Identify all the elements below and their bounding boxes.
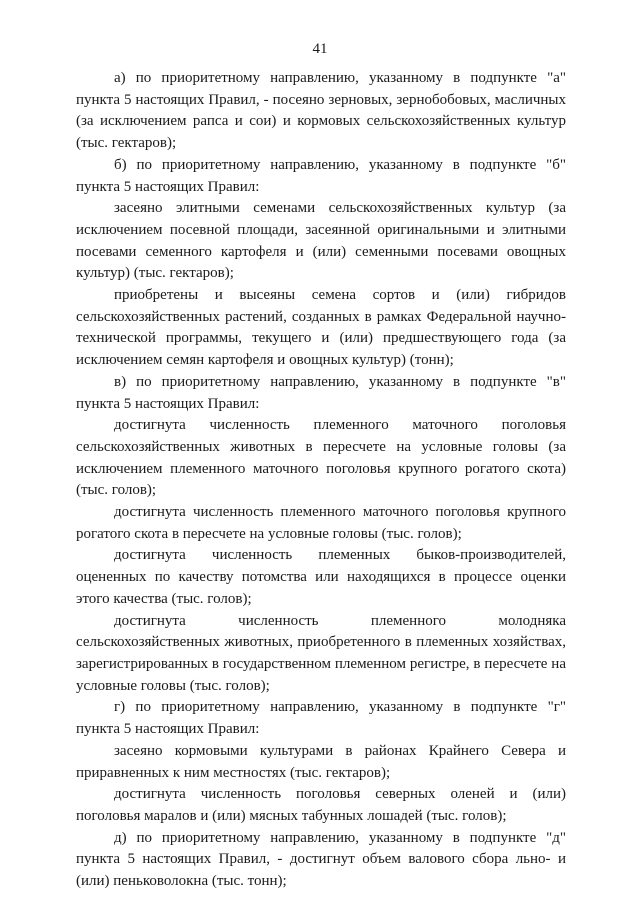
paragraph-v-breeding-bulls: достигнута численность племенных быков-производителей, оцененных по качеству потомства или находящихся в процессе оценки этого качества (тыс. голов); <box>76 547 566 607</box>
paragraph-b-elite-seeds: засеяно элитными семенами сельскохозяйственных культур (за исключением посевной площади, засеянной оригинальными и элитными посевами семенного картофеля и (или) семенными посевами овощных культур) (тыс. гектаров); <box>76 200 566 282</box>
document-body <box>76 68 566 893</box>
paragraph-g-reindeer: достигнута численность поголовья северных оленей и (или) поголовья маралов и (или) мясных табунных лошадей (тыс. голов); <box>76 786 566 824</box>
paragraph-v-breeding-livestock: достигнута численность племенного маточного поголовья сельскохозяйственных животных в пересчете на условные головы (за исключением племенного маточного поголовья крупного рогатого скота) (тыс. голов); <box>76 417 566 499</box>
page-number: 41 <box>312 41 328 57</box>
paragraph-b-seed-varieties: приобретены и высеяны семена сортов и (или) гибридов сельскохозяйственных растений, созданных в рамках Федеральной научно-технической программы, текущего и (или) предшествующего года (за исключением семян картофеля и овощных культур) (тонн); <box>76 287 566 369</box>
paragraph-d: д) по приоритетному направлению, указанному в подпункте "д" пункта 5 настоящих Правил, - достигнут объем валового сбора льно- и (или) пеньковолокна (тыс. тонн); <box>76 829 566 890</box>
paragraph-v: в) по приоритетному направлению, указанному в подпункте "в" пункта 5 настоящих Правил: <box>76 373 566 412</box>
paragraph-g-forage-crops: засеяно кормовыми культурами в районах Крайнего Севера и приравненных к ним местностях (тыс. гектаров); <box>76 742 566 781</box>
paragraph-g: г) по приоритетному направлению, указанному в подпункте "г" пункта 5 настоящих Правил: <box>76 699 566 738</box>
paragraph-v-breeding-cattle: достигнута численность племенного маточного поголовья крупного рогатого скота в пересчете на условные головы (тыс. голов); <box>76 504 566 542</box>
paragraph-a: а) по приоритетному направлению, указанному в подпункте "а" пункта 5 настоящих Правил, - посеяно зерновых, зернобобовых, масличных (за исключением рапса и сои) и кормовых сельскохозяйственных культур (тыс. гектаров); <box>76 70 566 152</box>
paragraph-b: б) по приоритетному направлению, указанному в подпункте "б" пункта 5 настоящих Правил: <box>76 156 566 195</box>
paragraph-v-young-stock: достигнута численность племенного молодняка сельскохозяйственных животных, приобретенного в племенных хозяйствах, зарегистрированных в государственном племенном регистре, в пересчете на условные головы (тыс. голов); <box>76 612 566 694</box>
